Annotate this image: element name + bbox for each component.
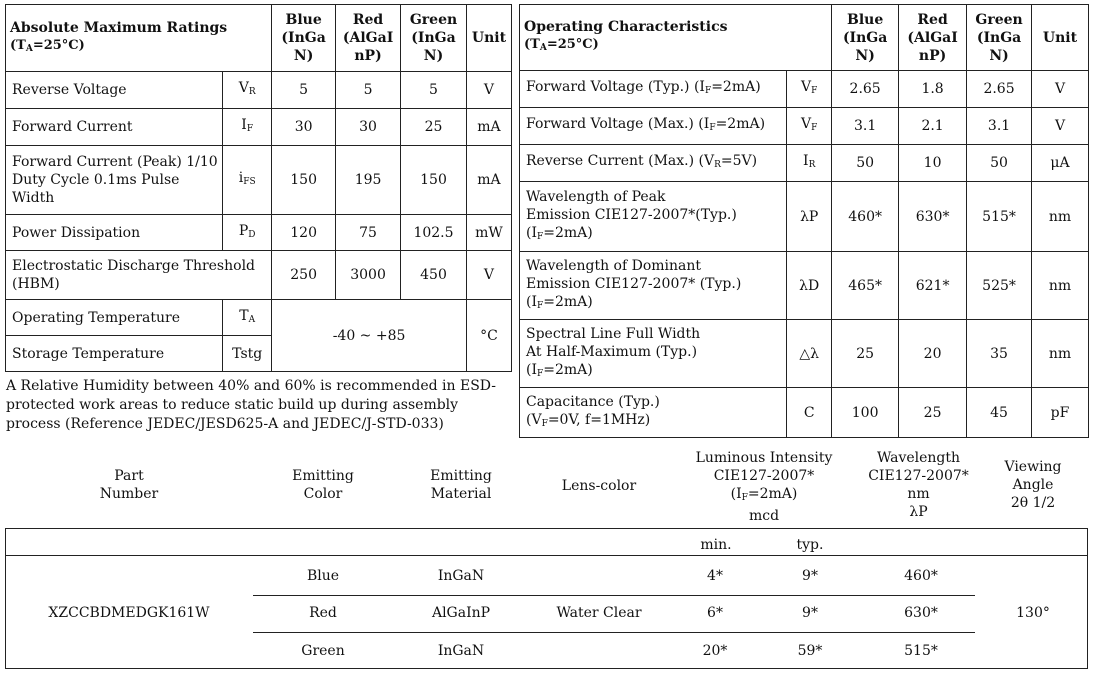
header-part-number: Part Number xyxy=(99,468,159,502)
table-row: Wavelength of Peak Emission CIE127-2007*(Typ.) $(I_F=2mA)$ λP 460* 630* 515* nm xyxy=(520,182,1089,252)
amr-col-green: Green (InGa N) xyxy=(401,5,467,72)
divider xyxy=(5,668,1088,669)
material-cell: InGaN xyxy=(437,568,485,584)
param: Forward Voltage (Typ.) $(I_F=2mA)$ xyxy=(520,71,787,108)
divider xyxy=(5,555,1088,556)
symbol: $P_D$ xyxy=(223,215,272,251)
symbol: $i_{FS}$ xyxy=(223,146,272,215)
divider xyxy=(253,595,975,596)
table-row: Forward Current $I_F$ 30 30 25 mA xyxy=(6,109,512,146)
part-number-table xyxy=(5,445,1088,670)
symbol: $V_R$ xyxy=(223,72,272,109)
typ-label: typ. xyxy=(796,537,824,553)
divider xyxy=(1087,528,1088,669)
header-viewing-angle: Viewing Angle 2θ 1/2 xyxy=(1004,459,1062,511)
table-row: Capacitance (Typ.) ($V_F=0V$, f=1MHz) C 100 25 45 pF xyxy=(520,388,1089,438)
color-cell: Blue xyxy=(306,568,340,584)
typ-cell: 9* xyxy=(802,605,818,621)
amr-col-unit: Unit xyxy=(466,5,511,72)
typ-cell: 59* xyxy=(797,643,823,659)
viewing-angle: 130° xyxy=(1016,605,1050,621)
header-emitting-color: Emitting Color xyxy=(292,468,354,502)
header-lens-color: Lens-color xyxy=(561,478,637,494)
wavelength-cell: 515* xyxy=(904,643,938,659)
table-row: Forward Voltage (Max.) $(I_F=2mA)$ $V_F$ 3.1 2.1 3.1 V xyxy=(520,108,1089,145)
amr-title: Absolute Maximum Ratings $(T_A=25^\circ C)$ xyxy=(6,5,272,72)
amr-col-blue: Blue (InGa N) xyxy=(272,5,336,72)
min-cell: 6* xyxy=(707,605,723,621)
wavelength-cell: 630* xyxy=(904,605,938,621)
header-wavelength: Wavelength CIE127-2007* nm λP xyxy=(868,450,969,520)
color-cell: Green xyxy=(301,643,345,659)
oc-col-red: Red (AlGaI nP) xyxy=(899,5,967,71)
symbol: $I_R$ xyxy=(787,145,832,182)
table-row: Spectral Line Full Width At Half-Maximum (Typ.) $(I_F=2mA)$ △λ 25 20 35 nm xyxy=(520,320,1089,388)
table-row: Power Dissipation $P_D$ 120 75 102.5 mW xyxy=(6,215,512,251)
divider xyxy=(253,632,975,633)
part-number: XZCCBDMEDGK161W xyxy=(48,605,210,621)
oc-col-unit: Unit xyxy=(1032,5,1089,71)
oc-col-green: Green (InGa N) xyxy=(967,5,1032,71)
operating-characteristics-table xyxy=(519,4,1089,438)
min-cell: 4* xyxy=(707,568,723,584)
oc-condition: $(T_A=25^\circ C)$ xyxy=(524,37,599,53)
table-row: Electrostatic Discharge Threshold (HBM) 250 3000 450 V xyxy=(6,251,512,300)
amr-col-red: Red (AlGaI nP) xyxy=(336,5,401,72)
symbol: $V_F$ xyxy=(787,71,832,108)
table-row: Forward Voltage (Typ.) $(I_F=2mA)$ $V_F$ 2.65 1.8 2.65 V xyxy=(520,71,1089,108)
param: Capacitance (Typ.) ($V_F=0V$, f=1MHz) xyxy=(520,388,787,438)
symbol: $I_F$ xyxy=(223,109,272,146)
header-emitting-material: Emitting Material xyxy=(430,468,492,502)
table-row: Forward Current (Peak) 1/10 Duty Cycle 0.1ms Pulse Width $i_{FS}$ 150 195 150 mA xyxy=(6,146,512,215)
param: Wavelength of Dominant Emission CIE127-2007* (Typ.) $(I_F=2mA)$ xyxy=(520,252,787,320)
humidity-note: A Relative Humidity between 40% and 60% is recommended in ESD-protected work areas to reduce static build up during assembly process (Reference JEDEC/JESD625-A and JEDEC/J-STD-033) xyxy=(6,378,497,432)
table-row: Wavelength of Dominant Emission CIE127-2007* (Typ.) $(I_F=2mA)$ λD 465* 621* 525* nm xyxy=(520,252,1089,320)
table-row: Operating Temperature $T_A$ -40 ~ +85 °C xyxy=(6,300,512,336)
symbol: $T_A$ xyxy=(223,300,272,336)
header-luminous-intensity: Luminous Intensity CIE127-2007* $(I_F=2mA)$ mcd xyxy=(695,450,833,524)
min-label: min. xyxy=(700,537,732,553)
oc-col-blue: Blue (InGa N) xyxy=(832,5,899,71)
table-row: Storage Temperature Tstg xyxy=(6,336,512,372)
table-row: Reverse Current (Max.) $(V_R=5V)$ $I_R$ 50 10 50 μA xyxy=(520,145,1089,182)
param: Reverse Current (Max.) $(V_R=5V)$ xyxy=(520,145,787,182)
param: Forward Voltage (Max.) $(I_F=2mA)$ xyxy=(520,108,787,145)
material-cell: InGaN xyxy=(437,643,485,659)
param: Spectral Line Full Width At Half-Maximum (Typ.) $(I_F=2mA)$ xyxy=(520,320,787,388)
param: Wavelength of Peak Emission CIE127-2007*(Typ.) $(I_F=2mA)$ xyxy=(520,182,787,252)
lens-color: Water Clear xyxy=(556,605,642,621)
min-cell: 20* xyxy=(702,643,728,659)
absolute-maximum-ratings-table xyxy=(5,4,512,372)
divider xyxy=(5,528,6,669)
symbol: $V_F$ xyxy=(787,108,832,145)
wavelength-cell: 460* xyxy=(904,568,938,584)
amr-condition: $(T_A=25^\circ C)$ xyxy=(10,37,85,54)
divider xyxy=(5,528,1088,529)
oc-title: Operating Characteristics $(T_A=25^\circ C)$ xyxy=(520,5,832,71)
material-cell: AlGaInP xyxy=(431,605,491,621)
typ-cell: 9* xyxy=(802,568,818,584)
color-cell: Red xyxy=(309,605,337,621)
table-row: Reverse Voltage $V_R$ 5 5 5 V xyxy=(6,72,512,109)
